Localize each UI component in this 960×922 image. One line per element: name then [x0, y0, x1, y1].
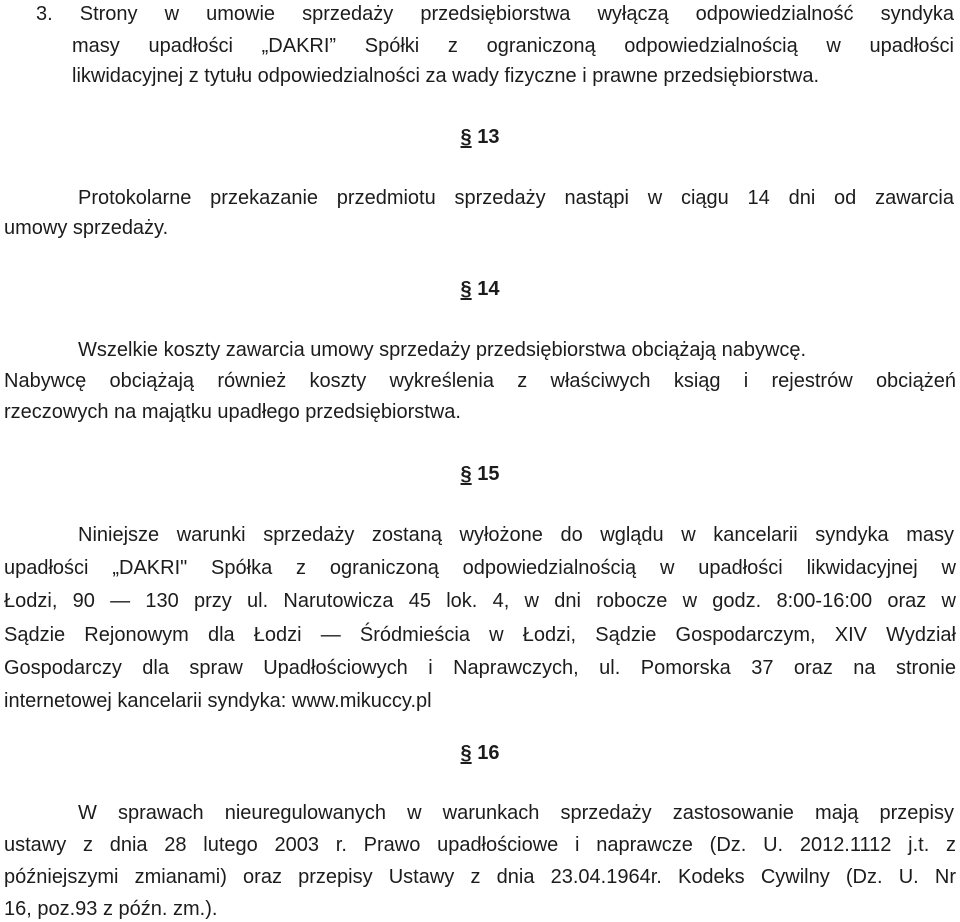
section-sign: §	[460, 126, 472, 148]
s14-line-1: Wszelkie koszty zawarcia umowy sprzedaży przedsiębiorstwa obciążają nabywcę.	[78, 339, 807, 361]
section-16-heading	[0, 740, 960, 766]
s16-line-3: późniejszymi zmianami) oraz przepisy Ustawy z dnia 23.04.1964r. Kodeks Cywilny (Dz. U. Nr	[4, 866, 956, 888]
s15-line-1: Niniejsze warunki sprzedaży zostaną wyłożone do wglądu w kancelarii syndyka masy	[78, 524, 954, 546]
s13-line-1: Protokolarne przekazanie przedmiotu sprzedaży nastąpi w ciągu 14 dni od zawarcia	[78, 187, 954, 209]
s15-line-6: internetowej kancelarii syndyka: www.mikuccy.pl	[4, 690, 432, 712]
section-sign: §	[460, 278, 472, 300]
item3-line-1: 3. Strony w umowie sprzedaży przedsiębiorstwa wyłączą odpowiedzialność syndyka	[36, 3, 954, 25]
section-sign: §	[460, 463, 472, 485]
section-sign: §	[460, 742, 472, 764]
section-number: 15	[477, 463, 500, 485]
s15-line-5: Gospodarczy dla spraw Upadłościowych i Naprawczych, ul. Pomorska 37 oraz na stronie	[4, 657, 956, 679]
s16-line-1: W sprawach nieuregulowanych w warunkach sprzedaży zastosowanie mają przepisy	[78, 802, 954, 824]
s16-line-4: 16, poz.93 z późn. zm.).	[4, 898, 218, 920]
s14-line-3: rzeczowych na majątku upadłego przedsiębiorstwa.	[4, 401, 461, 423]
s15-line-3: Łodzi, 90 — 130 przy ul. Narutowicza 45 lok. 4, w dni robocze w godz. 8:00-16:00 oraz w	[4, 590, 956, 612]
s15-line-4: Sądzie Rejonowym dla Łodzi — Śródmieścia w Łodzi, Sądzie Gospodarczym, XIV Wydział	[4, 624, 956, 646]
section-number: 13	[477, 126, 500, 148]
section-number: 14	[477, 278, 500, 300]
section-13-heading	[0, 124, 960, 150]
s16-line-2: ustawy z dnia 28 lutego 2003 r. Prawo upadłościowe i naprawcze (Dz. U. 2012.1112 j.t. z	[4, 834, 956, 856]
section-number: 16	[477, 742, 500, 764]
s13-line-2: umowy sprzedaży.	[4, 217, 169, 239]
item3-line-3: likwidacyjnej z tytułu odpowiedzialności za wady fizyczne i prawne przedsiębiorstwa.	[72, 65, 820, 87]
section-15-heading	[0, 461, 960, 487]
item3-line-2: masy upadłości „DAKRI” Spółki z ograniczoną odpowiedzialnością w upadłości	[72, 35, 954, 57]
s14-line-2: Nabywcę obciążają również koszty wykreślenia z właściwych ksiąg i rejestrów obciążeń	[4, 370, 956, 392]
section-14-heading	[0, 276, 960, 302]
s15-line-2: upadłości „DAKRI" Spółka z ograniczoną odpowiedzialnością w upadłości likwidacyjnej w	[4, 557, 956, 579]
